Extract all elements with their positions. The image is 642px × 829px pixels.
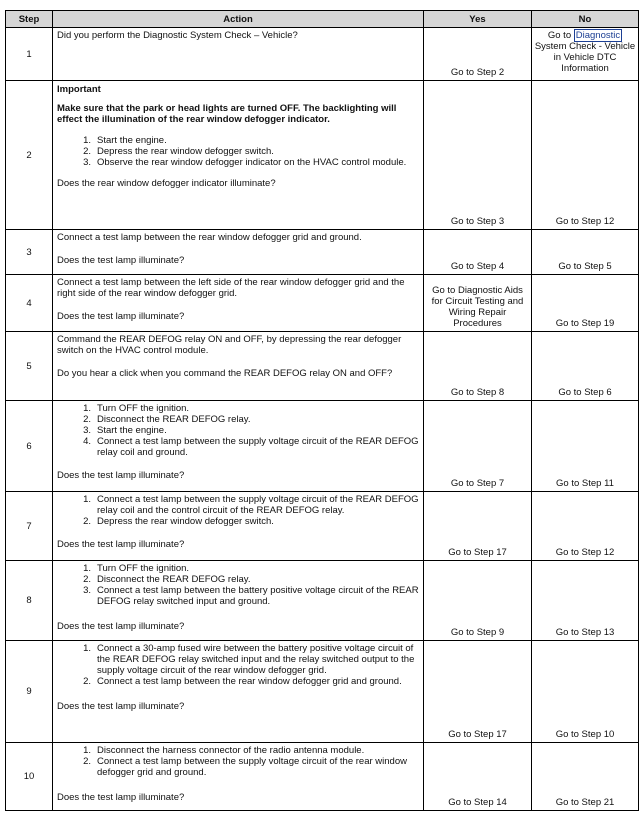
table-row — [6, 492, 639, 561]
diagnostic-table — [5, 10, 639, 811]
step-number: 1 — [6, 28, 53, 81]
table-row — [6, 275, 639, 332]
no-cell: Go to Step 13 — [532, 561, 639, 641]
list-item: 4. Connect a test lamp between the supply voltage circuit of the REAR DEFOG relay coil and ground. — [83, 436, 419, 458]
action-question: Does the test lamp illuminate? — [57, 311, 185, 322]
yes-cell: Go to Step 17 — [424, 492, 532, 561]
list-item: 3. Start the engine. — [83, 425, 167, 436]
table-row — [6, 28, 639, 81]
action-question: Does the test lamp illuminate? — [57, 701, 185, 712]
action-text: Connect a test lamp between the rear window defogger grid and ground. — [57, 232, 362, 243]
list-item: 1. Turn OFF the ignition. — [83, 563, 190, 574]
step-number: 9 — [6, 641, 53, 743]
step-list — [57, 135, 419, 168]
action-cell — [53, 743, 424, 811]
action-cell — [53, 81, 424, 230]
action-text: Connect a test lamp between the left side of the rear window defogger grid and the right side of the rear window defogger grid. — [57, 277, 405, 299]
action-question: Does the test lamp illuminate? — [57, 255, 185, 266]
table-row — [6, 401, 639, 492]
list-item: 1. Disconnect the harness connector of the radio antenna module. — [83, 745, 365, 756]
table-row — [6, 81, 639, 230]
action-question: Does the test lamp illuminate? — [57, 621, 185, 632]
list-item: 3. Observe the rear window defogger indicator on the HVAC control module. — [83, 157, 407, 168]
diagnostic-system-check-link[interactable]: Diagnostic — [575, 30, 621, 41]
step-number: 4 — [6, 275, 53, 332]
step-number: 8 — [6, 561, 53, 641]
step-list — [57, 643, 419, 687]
header-row — [6, 11, 639, 28]
table-row — [6, 641, 639, 743]
table-row — [6, 230, 639, 275]
list-item: 2. Disconnect the REAR DEFOG relay. — [83, 574, 251, 585]
action-cell — [53, 561, 424, 641]
no-cell: Go to Step 10 — [532, 641, 639, 743]
step-list — [57, 494, 419, 527]
action-question: Does the test lamp illuminate? — [57, 470, 185, 481]
header-step: Step — [6, 11, 53, 28]
action-question: Does the test lamp illuminate? — [57, 539, 185, 550]
step-number: 2 — [6, 81, 53, 230]
important-text: Make sure that the park or head lights are turned OFF. The backlighting will effect the illumination of the rear window defogger indicator. — [57, 103, 397, 125]
no-cell: Go to Step 19 — [532, 275, 639, 332]
header-action: Action — [53, 11, 424, 28]
list-item: 2. Connect a test lamp between the supply voltage circuit of the rear window defogger grid and ground. — [83, 756, 407, 778]
action-question: Does the rear window defogger indicator illuminate? — [57, 178, 276, 189]
yes-cell: Go to Step 9 — [424, 561, 532, 641]
action-text: Command the REAR DEFOG relay ON and OFF, by depressing the rear defogger switch on the HVAC control module. — [57, 334, 402, 356]
yes-cell: Go to Diagnostic Aids for Circuit Testing and Wiring Repair Procedures — [424, 275, 532, 332]
no-cell: Go to Step 6 — [532, 332, 639, 401]
list-item: 1. Connect a 30-amp fused wire between the battery positive voltage circuit of the REAR DEFOG relay switched input and the relay switched output to the supply voltage circuit of the rear window defogger grid. — [83, 643, 415, 676]
list-item: 1. Turn OFF the ignition. — [83, 403, 190, 414]
yes-cell: Go to Step 4 — [424, 230, 532, 275]
no-prefix: Go to — [547, 30, 572, 41]
action-question: Do you hear a click when you command the REAR DEFOG relay ON and OFF? — [57, 368, 393, 379]
action-cell — [53, 492, 424, 561]
no-cell: Go to Step 12 — [532, 492, 639, 561]
no-suffix: System Check - Vehicle in Vehicle DTC Information — [534, 41, 636, 74]
header-no: No — [532, 11, 639, 28]
no-cell: Go to Step 12 — [532, 81, 639, 230]
list-item: 1. Start the engine. — [83, 135, 167, 146]
table-row — [6, 561, 639, 641]
no-cell: Go to Step 11 — [532, 401, 639, 492]
yes-cell: Go to Step 8 — [424, 332, 532, 401]
action-cell — [53, 230, 424, 275]
table-row — [6, 332, 639, 401]
list-item: 2. Connect a test lamp between the rear window defogger grid and ground. — [83, 676, 402, 687]
no-cell — [532, 28, 639, 81]
step-number: 6 — [6, 401, 53, 492]
yes-cell: Go to Step 3 — [424, 81, 532, 230]
action-cell — [53, 275, 424, 332]
table-row — [6, 743, 639, 811]
list-item: 2. Disconnect the REAR DEFOG relay. — [83, 414, 251, 425]
list-item: 2. Depress the rear window defogger switch. — [83, 516, 274, 527]
action-cell — [53, 641, 424, 743]
step-number: 10 — [6, 743, 53, 811]
step-number: 3 — [6, 230, 53, 275]
no-cell: Go to Step 5 — [532, 230, 639, 275]
no-cell: Go to Step 21 — [532, 743, 639, 811]
yes-cell: Go to Step 17 — [424, 641, 532, 743]
yes-cell: Go to Step 2 — [424, 28, 532, 81]
step-list — [57, 403, 419, 458]
step-list — [57, 745, 419, 778]
step-list — [57, 563, 419, 607]
action-question: Does the test lamp illuminate? — [57, 792, 185, 803]
yes-cell: Go to Step 14 — [424, 743, 532, 811]
important-heading: Important — [57, 84, 101, 95]
yes-cell: Go to Step 7 — [424, 401, 532, 492]
step-number: 7 — [6, 492, 53, 561]
action-cell — [53, 332, 424, 401]
action-cell — [53, 28, 424, 81]
list-item: 1. Connect a test lamp between the supply voltage circuit of the REAR DEFOG relay coil and the control circuit of the REAR DEFOG relay. — [83, 494, 419, 516]
action-cell — [53, 401, 424, 492]
header-yes: Yes — [424, 11, 532, 28]
action-text: Did you perform the Diagnostic System Check – Vehicle? — [57, 30, 298, 41]
list-item: 3. Connect a test lamp between the battery positive voltage circuit of the REAR DEFOG relay switched input and ground. — [83, 585, 419, 607]
list-item: 2. Depress the rear window defogger switch. — [83, 146, 274, 157]
step-number: 5 — [6, 332, 53, 401]
